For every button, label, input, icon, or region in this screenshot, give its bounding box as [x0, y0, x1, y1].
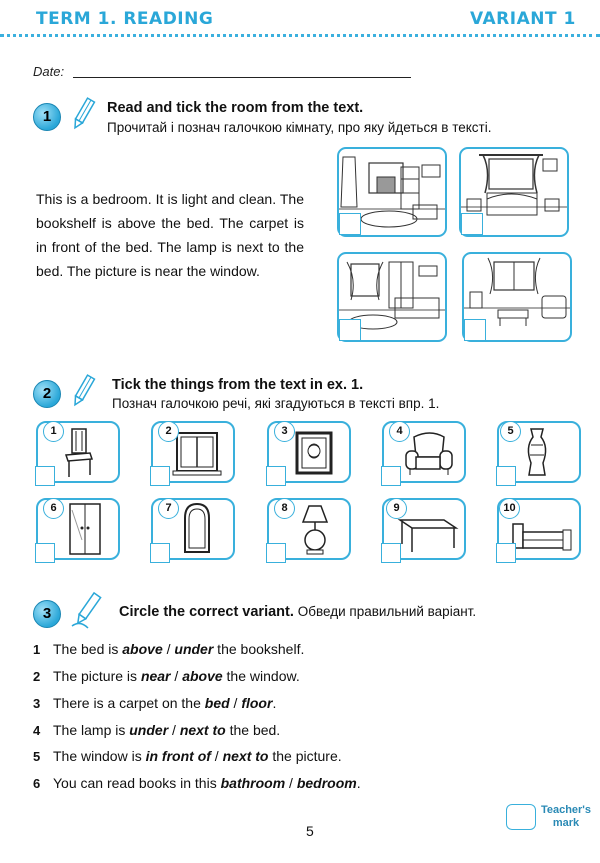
- option-separator: /: [229, 695, 242, 711]
- option-1[interactable]: bathroom: [220, 775, 286, 791]
- room-2-checkbox[interactable]: [461, 213, 483, 235]
- thing-9-checkbox[interactable]: [381, 543, 401, 563]
- option-2[interactable]: under: [174, 641, 214, 657]
- thing-4-checkbox[interactable]: [381, 466, 401, 486]
- thing-number-10: 10: [499, 498, 520, 519]
- task3-instruction: [119, 603, 476, 620]
- header-left-title: TERM 1. READING: [36, 9, 214, 29]
- teachers-mark-line1: Teacher's: [540, 804, 592, 816]
- header-dotted-divider: [0, 34, 600, 37]
- thing-number-8: 8: [274, 498, 295, 519]
- sentence-text-post: .: [272, 695, 277, 711]
- option-1[interactable]: near: [140, 668, 171, 684]
- task1-number: 1: [33, 103, 61, 131]
- pencil-icon: [68, 373, 98, 409]
- teachers-mark-line2: mark: [552, 817, 580, 829]
- sentence-text-pre: You can read books in this: [53, 775, 221, 791]
- sentence-text-post: the picture.: [268, 748, 342, 764]
- sentence-text-post: the bed.: [225, 722, 281, 738]
- thing-3-checkbox[interactable]: [266, 466, 286, 486]
- sentence-4: [33, 722, 280, 738]
- room-4-checkbox[interactable]: [464, 319, 486, 341]
- sentence-text-post: .: [356, 775, 361, 791]
- sentence-6: [33, 775, 361, 791]
- option-2[interactable]: next to: [222, 748, 269, 764]
- task2-number: 2: [33, 380, 61, 408]
- option-1[interactable]: bed: [204, 695, 230, 711]
- sentence-3: [33, 695, 276, 711]
- sentence-text-pre: There is a carpet on the: [53, 695, 205, 711]
- task2-instruction-ua: Познач галочкою речі, які згадуються в тексті впр. 1.: [112, 396, 440, 411]
- thing-number-5: 5: [500, 421, 521, 442]
- option-2[interactable]: bedroom: [296, 775, 357, 791]
- option-1[interactable]: above: [122, 641, 163, 657]
- room-3-checkbox[interactable]: [339, 319, 361, 341]
- sentence-number: 6: [33, 776, 41, 791]
- thing-1-checkbox[interactable]: [35, 466, 55, 486]
- sentence-1: [33, 641, 304, 657]
- sentence-number: 4: [33, 723, 41, 738]
- thing-8-checkbox[interactable]: [266, 543, 286, 563]
- sentence-number: 1: [33, 642, 41, 657]
- option-separator: /: [168, 722, 180, 738]
- thing-number-7: 7: [158, 498, 179, 519]
- task1-reading-text: This is a bedroom. It is light and clean. The bookshelf is above the bed. The carpet is in front of the bed. The lamp is next to the bed. The picture is near the window.: [36, 191, 304, 279]
- sentence-text-pre: The picture is: [53, 668, 141, 684]
- option-2[interactable]: next to: [179, 722, 226, 738]
- thing-number-3: 3: [274, 421, 295, 442]
- sentence-text-pre: The lamp is: [53, 722, 130, 738]
- thing-number-1: 1: [43, 421, 64, 442]
- task3-number: 3: [33, 600, 61, 628]
- thing-2-checkbox[interactable]: [150, 466, 170, 486]
- pen-icon: [70, 590, 104, 630]
- sentence-number: 2: [33, 669, 41, 684]
- thing-10-checkbox[interactable]: [496, 543, 516, 563]
- task1-instruction-en: Read and tick the room from the text.: [107, 100, 364, 116]
- task2-instruction-en: Tick the things from the text in ex. 1.: [112, 377, 364, 393]
- teachers-mark-box[interactable]: [506, 804, 536, 830]
- pencil-icon: [68, 96, 98, 132]
- thing-number-6: 6: [43, 498, 64, 519]
- thing-7-checkbox[interactable]: [150, 543, 170, 563]
- sentence-number: 5: [33, 749, 41, 764]
- sentence-5: [33, 748, 342, 764]
- option-separator: /: [170, 668, 183, 684]
- task3-instruction-ua: Обведи правильний варіант.: [297, 604, 477, 619]
- sentence-text-pre: The bed is: [53, 641, 123, 657]
- page-number: 5: [306, 823, 314, 839]
- thing-number-9: 9: [386, 498, 407, 519]
- sentence-text-pre: The window is: [53, 748, 146, 764]
- date-label: Date:: [33, 64, 65, 79]
- date-field[interactable]: [73, 77, 411, 78]
- option-2[interactable]: above: [182, 668, 223, 684]
- sentence-text-post: the window.: [222, 668, 300, 684]
- task1-instruction-ua: Прочитай і познач галочкою кімнату, про яку йдеться в тексті.: [107, 120, 492, 135]
- thing-5-checkbox[interactable]: [496, 466, 516, 486]
- option-separator: /: [210, 748, 223, 764]
- thing-number-2: 2: [158, 421, 179, 442]
- teachers-mark-label: [534, 804, 598, 830]
- option-1[interactable]: under: [129, 722, 169, 738]
- sentence-number: 3: [33, 696, 41, 711]
- header-right-title: VARIANT 1: [470, 9, 576, 29]
- sentence-text-post: the bookshelf.: [213, 641, 305, 657]
- sentence-2: [33, 668, 300, 684]
- option-1[interactable]: in front of: [145, 748, 211, 764]
- room-1-checkbox[interactable]: [339, 213, 361, 235]
- thing-6-checkbox[interactable]: [35, 543, 55, 563]
- thing-number-4: 4: [389, 421, 410, 442]
- option-2[interactable]: floor: [241, 695, 273, 711]
- task3-instruction-en: Circle the correct variant.: [119, 604, 294, 620]
- option-separator: /: [162, 641, 175, 657]
- option-separator: /: [285, 775, 297, 791]
